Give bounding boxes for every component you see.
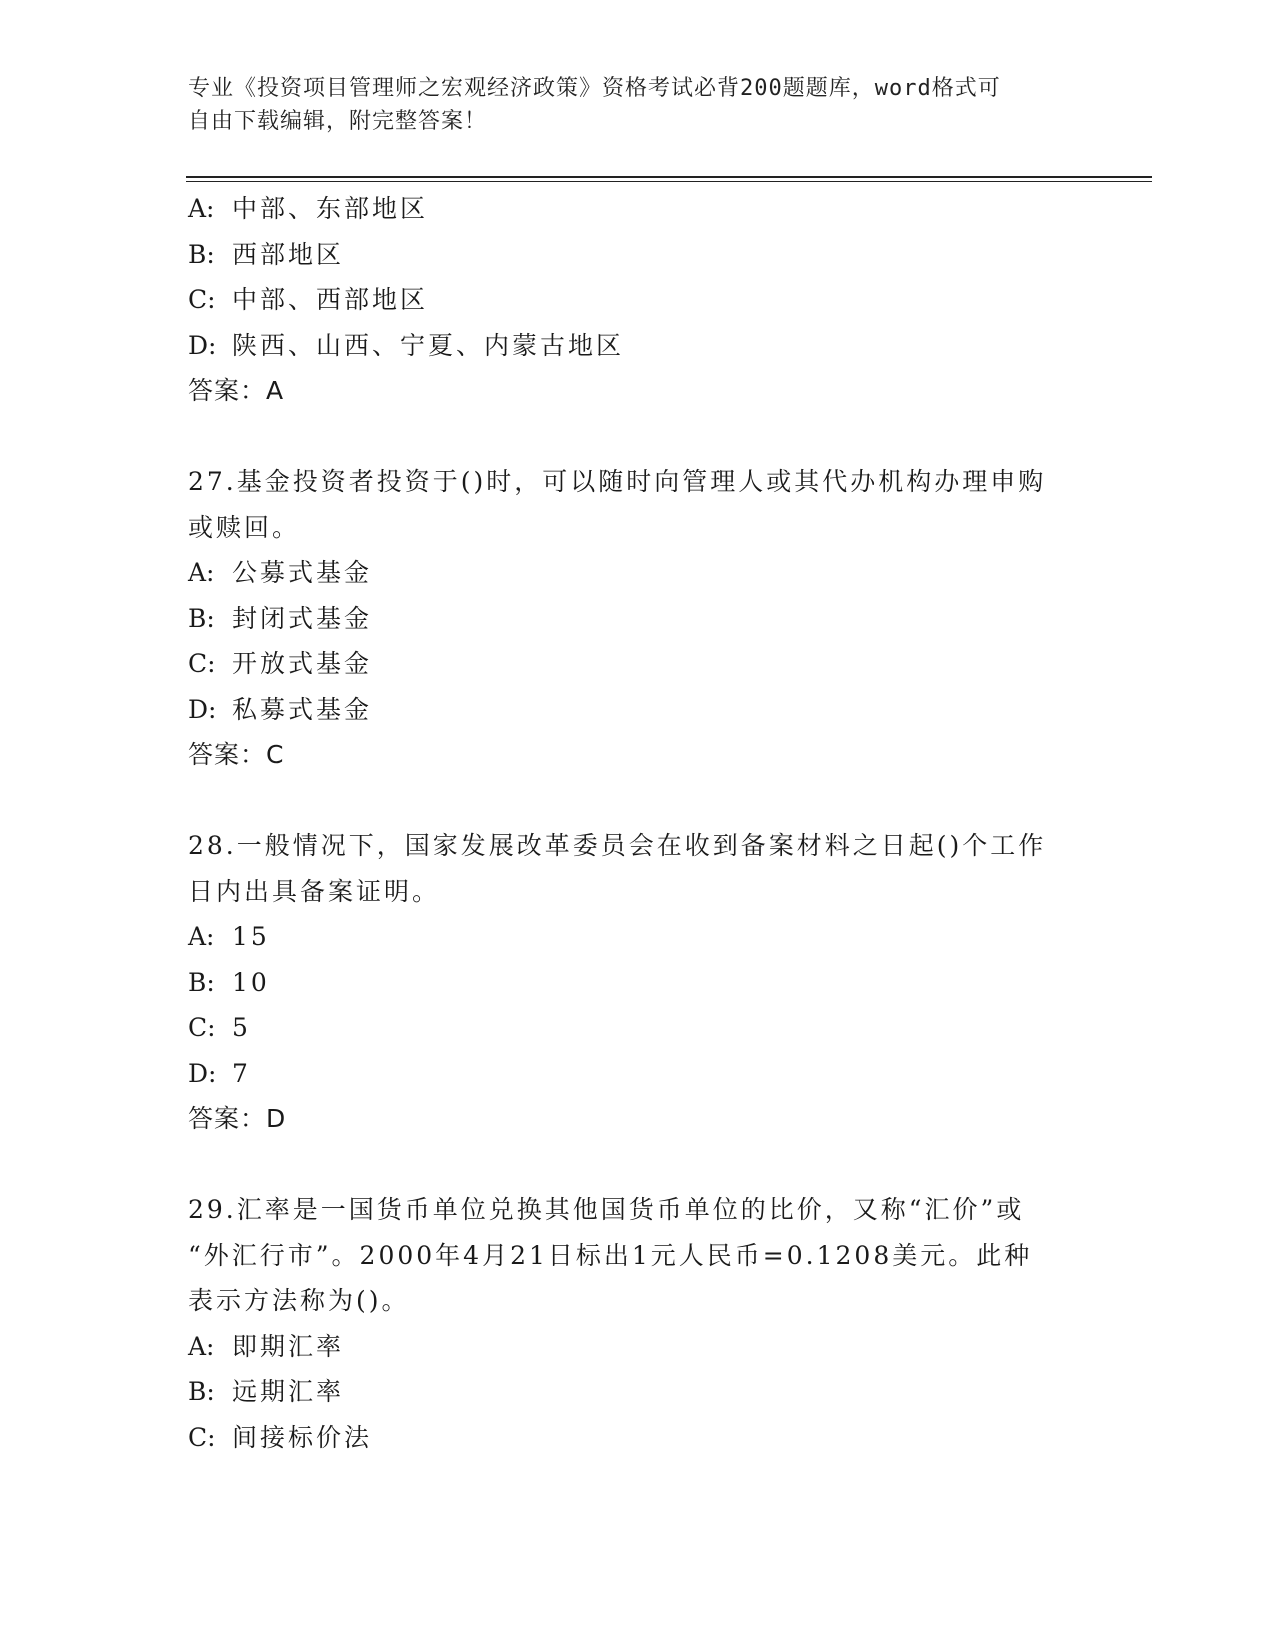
option-text: 私募式基金 [232,694,373,724]
option-key: D: [188,1058,217,1088]
option-b [188,960,1088,1006]
option-key: D: [188,694,217,724]
option-c [188,1005,1088,1051]
option-key: A: [188,194,215,223]
answer: 答案：C [188,740,285,769]
header-divider-thin [186,181,1152,182]
option-a [188,1324,1088,1370]
option-text: 10 [232,967,270,997]
option-d [188,687,1088,733]
option-key: B: [188,603,215,633]
option-d [188,323,1088,369]
question-stem-line: 日内出具备案证明。 [188,876,441,906]
header-divider [186,176,1152,178]
question-29 [188,1187,1088,1460]
option-key: C: [188,285,216,314]
option-text: 中部、东部地区 [232,194,429,223]
question-stem-line: 29.汇率是一国货币单位兑换其他国货币单位的比价，又称“汇价”或 [188,1195,1025,1224]
option-text: 即期汇率 [232,1331,345,1361]
question-stem-line: 27.基金投资者投资于()时，可以随时向管理人或其代办机构办理申购 [188,467,1047,496]
question-stem-line: 表示方法称为()。 [188,1286,410,1315]
question-stem-line: 28.一般情况下，国家发展改革委员会在收到备案材料之日起()个工作 [188,831,1047,860]
option-a [188,550,1088,596]
answer: 答案：D [188,1104,287,1133]
option-text: 陕西、山西、宁夏、内蒙古地区 [232,330,625,360]
question-27 [188,459,1088,778]
question-stem-line: 或赎回。 [188,512,301,542]
option-key: B: [188,239,215,269]
option-key: A: [188,1331,215,1361]
option-c [188,1415,1088,1461]
option-key: A: [188,922,215,951]
option-a [188,914,1088,960]
option-text: 5 [232,1013,251,1042]
question-stem-line: “外汇行市”。2000年4月21日标出1元人民币=0.1208美元。此种 [188,1240,1033,1270]
option-d [188,1051,1088,1097]
option-text: 公募式基金 [232,558,373,587]
option-key: D: [188,330,217,360]
option-b [188,596,1088,642]
option-text: 间接标价法 [232,1422,373,1452]
option-c [188,641,1088,687]
option-text: 7 [232,1058,251,1088]
option-key: A: [188,558,215,587]
header-line-1: 专业《投资项目管理师之宏观经济政策》资格考试必背200题题库，word格式可 [188,76,1001,101]
header-line-2: 自由下载编辑，附完整答案！ [188,109,488,134]
option-b [188,1369,1088,1415]
option-key: C: [188,1013,216,1042]
option-text: 封闭式基金 [232,603,373,633]
option-a [188,186,1088,232]
option-key: B: [188,967,215,997]
option-key: B: [188,1377,215,1406]
option-c [188,277,1088,323]
document-header [188,72,1068,138]
option-key: C: [188,649,216,678]
question-list [188,186,1088,1460]
option-text: 15 [232,922,270,951]
answer: 答案：A [188,376,285,405]
question-26 [188,186,1088,414]
option-text: 远期汇率 [232,1377,345,1406]
option-b [188,232,1088,278]
option-text: 中部、西部地区 [232,285,429,314]
option-text: 开放式基金 [232,649,373,678]
option-key: C: [188,1422,216,1452]
option-text: 西部地区 [232,239,345,269]
question-28 [188,823,1088,1142]
